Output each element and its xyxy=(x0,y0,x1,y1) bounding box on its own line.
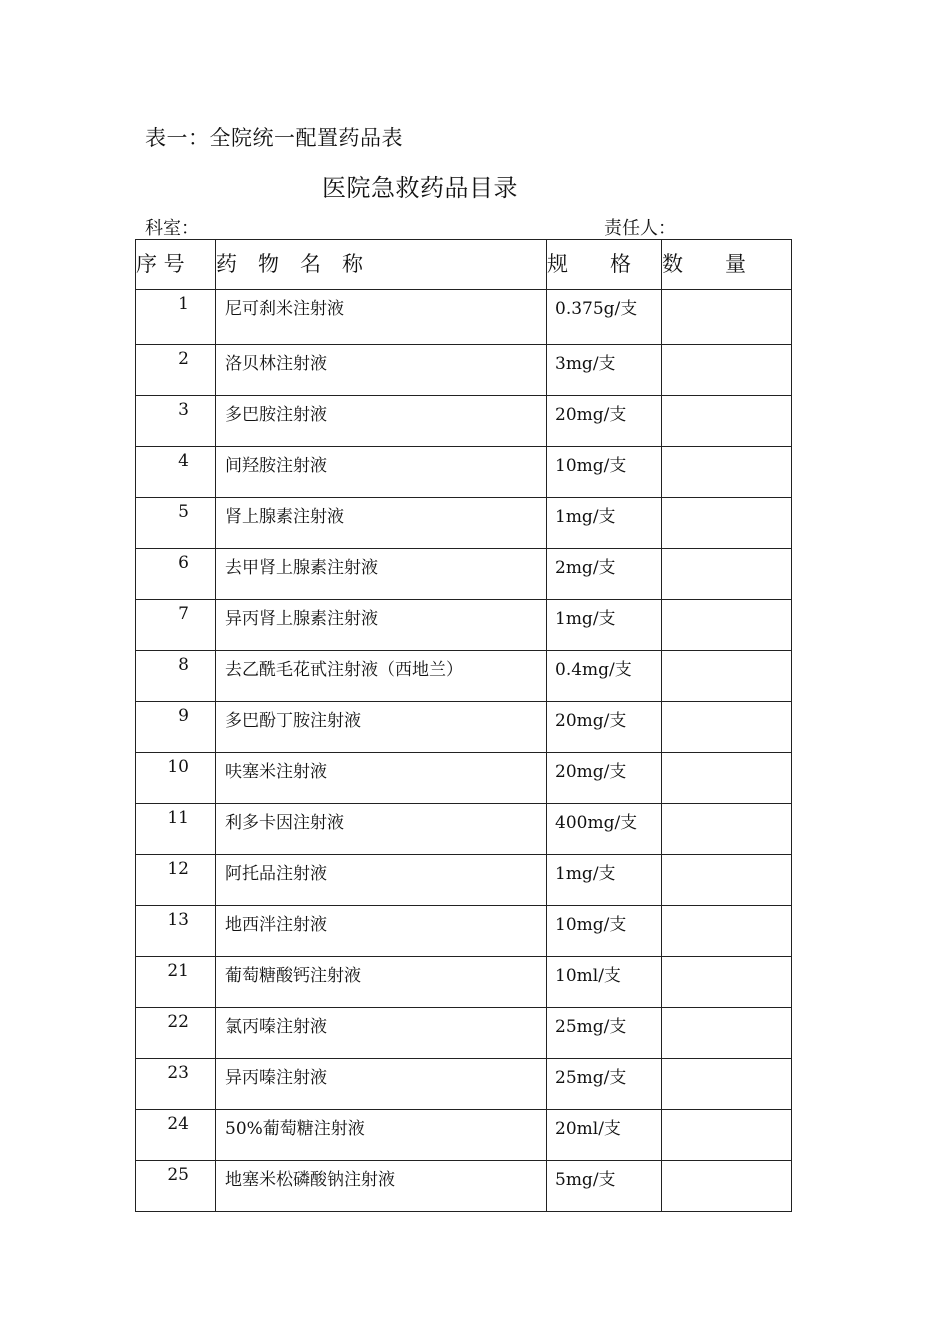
row-seq: 3 xyxy=(136,396,216,447)
row-drug-name: 50%葡萄糖注射液 xyxy=(216,1110,547,1161)
row-spec: 10ml/支 xyxy=(547,957,662,1008)
row-drug-name: 地西泮注射液 xyxy=(216,906,547,957)
row-quantity xyxy=(662,906,792,957)
row-seq: 24 xyxy=(136,1110,216,1161)
row-quantity xyxy=(662,290,792,345)
emergency-drug-table xyxy=(135,239,792,1212)
table-row xyxy=(136,290,792,345)
row-spec: 10mg/支 xyxy=(547,906,662,957)
row-seq: 9 xyxy=(136,702,216,753)
row-drug-name: 去乙酰毛花甙注射液（西地兰） xyxy=(216,651,547,702)
table-caption: 表一：全院统一配置药品表 xyxy=(145,126,403,150)
row-quantity xyxy=(662,447,792,498)
row-seq: 5 xyxy=(136,498,216,549)
row-seq: 1 xyxy=(136,290,216,345)
row-quantity xyxy=(662,345,792,396)
row-spec: 0.4mg/支 xyxy=(547,651,662,702)
row-seq: 7 xyxy=(136,600,216,651)
table-row xyxy=(136,396,792,447)
row-spec: 5mg/支 xyxy=(547,1161,662,1212)
table-row xyxy=(136,855,792,906)
row-spec: 0.375g/支 xyxy=(547,290,662,345)
row-seq: 21 xyxy=(136,957,216,1008)
row-seq: 2 xyxy=(136,345,216,396)
table-row xyxy=(136,651,792,702)
row-seq: 25 xyxy=(136,1161,216,1212)
row-quantity xyxy=(662,702,792,753)
table-row xyxy=(136,1161,792,1212)
row-drug-name: 间羟胺注射液 xyxy=(216,447,547,498)
row-quantity xyxy=(662,549,792,600)
table-row xyxy=(136,345,792,396)
row-drug-name: 多巴胺注射液 xyxy=(216,396,547,447)
table-row xyxy=(136,804,792,855)
row-seq: 23 xyxy=(136,1059,216,1110)
row-drug-name: 洛贝林注射液 xyxy=(216,345,547,396)
row-quantity xyxy=(662,396,792,447)
row-seq: 13 xyxy=(136,906,216,957)
row-seq: 6 xyxy=(136,549,216,600)
row-quantity xyxy=(662,651,792,702)
row-spec: 1mg/支 xyxy=(547,498,662,549)
row-drug-name: 异丙肾上腺素注射液 xyxy=(216,600,547,651)
row-quantity xyxy=(662,1008,792,1059)
table-row xyxy=(136,600,792,651)
row-drug-name: 阿托品注射液 xyxy=(216,855,547,906)
document-title: 医院急救药品目录 xyxy=(322,174,518,202)
row-seq: 4 xyxy=(136,447,216,498)
row-drug-name: 异丙嗪注射液 xyxy=(216,1059,547,1110)
row-spec: 400mg/支 xyxy=(547,804,662,855)
row-drug-name: 尼可刹米注射液 xyxy=(216,290,547,345)
row-spec: 20mg/支 xyxy=(547,396,662,447)
row-quantity xyxy=(662,957,792,1008)
table-row xyxy=(136,702,792,753)
table-header-row xyxy=(136,240,792,290)
table-row xyxy=(136,447,792,498)
row-seq: 8 xyxy=(136,651,216,702)
table-row xyxy=(136,906,792,957)
responsible-person-label: 责任人： xyxy=(604,218,676,239)
table-row xyxy=(136,549,792,600)
row-spec: 20mg/支 xyxy=(547,753,662,804)
department-label: 科室： xyxy=(145,218,199,239)
row-quantity xyxy=(662,1110,792,1161)
table-row xyxy=(136,498,792,549)
row-quantity xyxy=(662,1059,792,1110)
row-quantity xyxy=(662,753,792,804)
row-quantity xyxy=(662,600,792,651)
row-seq: 11 xyxy=(136,804,216,855)
row-drug-name: 地塞米松磷酸钠注射液 xyxy=(216,1161,547,1212)
row-quantity xyxy=(662,498,792,549)
row-quantity xyxy=(662,1161,792,1212)
row-quantity xyxy=(662,804,792,855)
row-drug-name: 呋塞米注射液 xyxy=(216,753,547,804)
row-drug-name: 利多卡因注射液 xyxy=(216,804,547,855)
row-spec: 2mg/支 xyxy=(547,549,662,600)
row-spec: 1mg/支 xyxy=(547,600,662,651)
row-spec: 3mg/支 xyxy=(547,345,662,396)
table-row xyxy=(136,1059,792,1110)
row-drug-name: 葡萄糖酸钙注射液 xyxy=(216,957,547,1008)
row-quantity xyxy=(662,855,792,906)
row-spec: 10mg/支 xyxy=(547,447,662,498)
row-seq: 12 xyxy=(136,855,216,906)
row-seq: 22 xyxy=(136,1008,216,1059)
table-row xyxy=(136,1008,792,1059)
row-spec: 25mg/支 xyxy=(547,1059,662,1110)
header-quantity: 数 量 xyxy=(662,240,792,290)
row-drug-name: 肾上腺素注射液 xyxy=(216,498,547,549)
row-spec: 1mg/支 xyxy=(547,855,662,906)
table-row xyxy=(136,753,792,804)
header-drug-name: 药 物 名 称 xyxy=(216,240,547,290)
row-spec: 20mg/支 xyxy=(547,702,662,753)
table-row xyxy=(136,1110,792,1161)
table-row xyxy=(136,957,792,1008)
header-spec: 规 格 xyxy=(547,240,662,290)
row-drug-name: 多巴酚丁胺注射液 xyxy=(216,702,547,753)
row-drug-name: 氯丙嗪注射液 xyxy=(216,1008,547,1059)
header-seq: 序 号 xyxy=(136,240,216,290)
row-spec: 25mg/支 xyxy=(547,1008,662,1059)
row-drug-name: 去甲肾上腺素注射液 xyxy=(216,549,547,600)
row-seq: 10 xyxy=(136,753,216,804)
row-spec: 20ml/支 xyxy=(547,1110,662,1161)
table-body xyxy=(136,290,792,1212)
